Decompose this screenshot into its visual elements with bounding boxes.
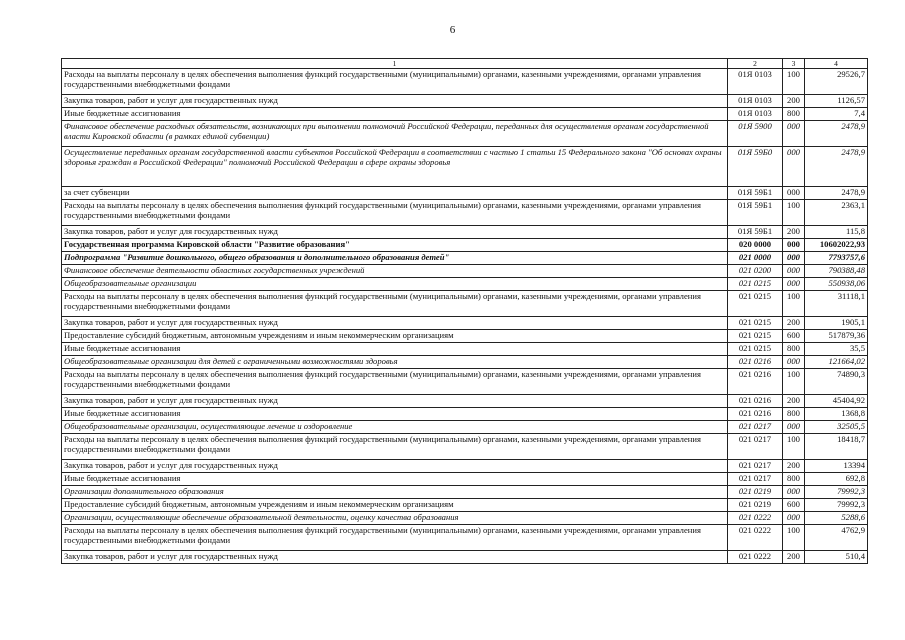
row-code-cell: 021 0215 (728, 317, 783, 330)
row-code-cell: 021 0222 (728, 525, 783, 551)
row-kind-cell: 600 (783, 499, 805, 512)
row-kind-cell: 000 (783, 147, 805, 187)
row-kind-cell: 800 (783, 343, 805, 356)
row-code-cell: 01Я 59Б0 (728, 147, 783, 187)
page-number: 6 (449, 24, 456, 36)
row-sum-cell: 79992,3 (805, 486, 868, 499)
row-code-cell: 021 0217 (728, 434, 783, 460)
table-row (62, 252, 868, 265)
row-sum-cell: 29526,7 (805, 69, 868, 95)
row-code-cell: 021 0222 (728, 512, 783, 525)
row-kind-cell: 200 (783, 95, 805, 108)
row-sum-cell: 790388,48 (805, 265, 868, 278)
table-row (62, 278, 868, 291)
row-kind-cell: 000 (783, 486, 805, 499)
row-name-cell: Расходы на выплаты персоналу в целях обеспечения выполнения функций государственными (муниципальными) органами, казенными учреждениями, органами управления государственными внебюджетными фондами (62, 291, 728, 317)
table-row (62, 239, 868, 252)
table-row (62, 187, 868, 200)
row-kind-cell: 800 (783, 108, 805, 121)
table-row (62, 265, 868, 278)
row-name-cell: Общеобразовательные организации (62, 278, 728, 291)
row-name-cell: Осуществление переданных органам государственной власти субъектов Российской Федерации в соответствии с частью 1 статьи 15 Федерального закона "Об основах охраны здоровья граждан в Российской Федерации" полномочий Российской Федерации в сфере охраны здоровья (62, 147, 728, 187)
row-kind-cell: 800 (783, 473, 805, 486)
row-code-cell: 01Я 59Б1 (728, 200, 783, 226)
row-name-cell: Подпрограмма "Развитие дошкольного, общего образования и дополнительного образования детей" (62, 252, 728, 265)
row-name-cell: Иные бюджетные ассигнования (62, 343, 728, 356)
table-row (62, 408, 868, 421)
budget-table-body (62, 59, 868, 564)
row-code-cell: 021 0216 (728, 395, 783, 408)
row-sum-cell: 1126,57 (805, 95, 868, 108)
row-name-cell: Предоставление субсидий бюджетным, автономным учреждениям и иным некоммерческим организациям (62, 499, 728, 512)
table-header-row (62, 59, 868, 69)
row-sum-cell: 5288,6 (805, 512, 868, 525)
row-kind-cell: 000 (783, 239, 805, 252)
row-name-cell: Расходы на выплаты персоналу в целях обеспечения выполнения функций государственными (муниципальными) органами, казенными учреждениями, органами управления государственными внебюджетными фондами (62, 369, 728, 395)
row-kind-cell: 200 (783, 317, 805, 330)
row-sum-cell: 32505,5 (805, 421, 868, 434)
table-row (62, 356, 868, 369)
row-code-cell: 01Я 0103 (728, 69, 783, 95)
row-kind-cell: 100 (783, 69, 805, 95)
row-name-cell: Закупка товаров, работ и услуг для государственных нужд (62, 395, 728, 408)
row-kind-cell: 000 (783, 187, 805, 200)
row-name-cell: Финансовое обеспечение деятельности областных государственных учреждений (62, 265, 728, 278)
table-row (62, 486, 868, 499)
row-name-cell: Закупка товаров, работ и услуг для государственных нужд (62, 551, 728, 564)
row-name-cell: Расходы на выплаты персоналу в целях обеспечения выполнения функций государственными (муниципальными) органами, казенными учреждениями, органами управления государственными внебюджетными фондами (62, 434, 728, 460)
row-code-cell: 021 0215 (728, 291, 783, 317)
table-row (62, 525, 868, 551)
table-row (62, 512, 868, 525)
row-code-cell: 01Я 59Б1 (728, 187, 783, 200)
row-sum-cell: 115,8 (805, 226, 868, 239)
row-sum-cell: 45404,92 (805, 395, 868, 408)
table-row (62, 473, 868, 486)
row-kind-cell: 600 (783, 330, 805, 343)
row-code-cell: 01Я 0103 (728, 95, 783, 108)
row-sum-cell: 10602022,93 (805, 239, 868, 252)
row-name-cell: Иные бюджетные ассигнования (62, 108, 728, 121)
header-col-3: 3 (783, 59, 805, 69)
row-sum-cell: 692,8 (805, 473, 868, 486)
row-kind-cell: 100 (783, 291, 805, 317)
table-row (62, 330, 868, 343)
row-name-cell: Финансовое обеспечение расходных обязательств, возникающих при выполнении полномочий Российской Федерации, переданных для осуществления органам государственной власти Кировской области (в рамках единой субвенции) (62, 121, 728, 147)
row-name-cell: Расходы на выплаты персоналу в целях обеспечения выполнения функций государственными (муниципальными) органами, казенными учреждениями, органами управления государственными внебюджетными фондами (62, 525, 728, 551)
row-sum-cell: 2478,9 (805, 187, 868, 200)
row-code-cell: 021 0216 (728, 356, 783, 369)
row-kind-cell: 200 (783, 460, 805, 473)
row-code-cell: 021 0219 (728, 499, 783, 512)
row-code-cell: 01Я 59Б1 (728, 226, 783, 239)
table-row (62, 369, 868, 395)
table-row (62, 95, 868, 108)
header-col-1: 1 (62, 59, 728, 69)
row-kind-cell: 100 (783, 525, 805, 551)
row-sum-cell: 7793757,6 (805, 252, 868, 265)
row-name-cell: Общеобразовательные организации для детей с ограниченными возможностями здоровья (62, 356, 728, 369)
budget-table (61, 58, 868, 564)
row-name-cell: Государственная программа Кировской области "Развитие образования" (62, 239, 728, 252)
row-code-cell: 021 0216 (728, 408, 783, 421)
table-row (62, 147, 868, 187)
row-name-cell: Иные бюджетные ассигнования (62, 408, 728, 421)
row-sum-cell: 7,4 (805, 108, 868, 121)
row-code-cell: 021 0215 (728, 278, 783, 291)
row-name-cell: Общеобразовательные организации, осуществляющие лечение и оздоровление (62, 421, 728, 434)
row-name-cell: Закупка товаров, работ и услуг для государственных нужд (62, 226, 728, 239)
row-sum-cell: 2363,1 (805, 200, 868, 226)
row-name-cell: Организации дополнительного образования (62, 486, 728, 499)
row-code-cell: 021 0216 (728, 369, 783, 395)
row-code-cell: 021 0222 (728, 551, 783, 564)
row-sum-cell: 2478,9 (805, 121, 868, 147)
row-code-cell: 021 0217 (728, 460, 783, 473)
header-col-4: 4 (805, 59, 868, 69)
row-name-cell: Расходы на выплаты персоналу в целях обеспечения выполнения функций государственными (муниципальными) органами, казенными учреждениями, органами управления государственными внебюджетными фондами (62, 200, 728, 226)
row-kind-cell: 100 (783, 369, 805, 395)
row-kind-cell: 000 (783, 512, 805, 525)
row-sum-cell: 13394 (805, 460, 868, 473)
row-name-cell: Организации, осуществляющие обеспечение образовательной деятельности, оценку качества образования (62, 512, 728, 525)
row-name-cell: Закупка товаров, работ и услуг для государственных нужд (62, 95, 728, 108)
row-sum-cell: 74890,3 (805, 369, 868, 395)
row-kind-cell: 100 (783, 434, 805, 460)
table-row (62, 460, 868, 473)
row-sum-cell: 18418,7 (805, 434, 868, 460)
row-name-cell: Расходы на выплаты персоналу в целях обеспечения выполнения функций государственными (муниципальными) органами, казенными учреждениями, органами управления государственными внебюджетными фондами (62, 69, 728, 95)
table-row (62, 108, 868, 121)
row-kind-cell: 000 (783, 356, 805, 369)
table-row (62, 421, 868, 434)
row-code-cell: 021 0215 (728, 330, 783, 343)
header-col-2: 2 (728, 59, 783, 69)
row-code-cell: 021 0219 (728, 486, 783, 499)
row-sum-cell: 510,4 (805, 551, 868, 564)
table-row (62, 200, 868, 226)
row-sum-cell: 2478,9 (805, 147, 868, 187)
row-name-cell: Закупка товаров, работ и услуг для государственных нужд (62, 317, 728, 330)
row-kind-cell: 000 (783, 121, 805, 147)
row-sum-cell: 31118,1 (805, 291, 868, 317)
table-row (62, 69, 868, 95)
table-row (62, 551, 868, 564)
row-kind-cell: 000 (783, 252, 805, 265)
table-row (62, 499, 868, 512)
row-kind-cell: 200 (783, 551, 805, 564)
row-kind-cell: 100 (783, 200, 805, 226)
row-code-cell: 021 0217 (728, 421, 783, 434)
row-name-cell: Иные бюджетные ассигнования (62, 473, 728, 486)
row-code-cell: 021 0217 (728, 473, 783, 486)
row-code-cell: 020 0000 (728, 239, 783, 252)
table-row (62, 291, 868, 317)
table-row (62, 226, 868, 239)
row-sum-cell: 550938,06 (805, 278, 868, 291)
row-kind-cell: 000 (783, 278, 805, 291)
table-row (62, 343, 868, 356)
row-code-cell: 01Я 0103 (728, 108, 783, 121)
row-kind-cell: 800 (783, 408, 805, 421)
row-sum-cell: 517879,36 (805, 330, 868, 343)
table-row (62, 121, 868, 147)
row-kind-cell: 200 (783, 395, 805, 408)
row-name-cell: Предоставление субсидий бюджетным, автономным учреждениям и иным некоммерческим организациям (62, 330, 728, 343)
row-code-cell: 021 0200 (728, 265, 783, 278)
row-kind-cell: 000 (783, 421, 805, 434)
row-sum-cell: 121664,02 (805, 356, 868, 369)
table-row (62, 317, 868, 330)
row-name-cell: за счет субвенции (62, 187, 728, 200)
row-code-cell: 01Я 5900 (728, 121, 783, 147)
row-sum-cell: 79992,3 (805, 499, 868, 512)
row-code-cell: 021 0000 (728, 252, 783, 265)
row-sum-cell: 1905,1 (805, 317, 868, 330)
row-kind-cell: 000 (783, 265, 805, 278)
row-kind-cell: 200 (783, 226, 805, 239)
row-sum-cell: 35,5 (805, 343, 868, 356)
row-name-cell: Закупка товаров, работ и услуг для государственных нужд (62, 460, 728, 473)
table-row (62, 395, 868, 408)
row-sum-cell: 1368,8 (805, 408, 868, 421)
table-row (62, 434, 868, 460)
row-code-cell: 021 0215 (728, 343, 783, 356)
row-sum-cell: 4762,9 (805, 525, 868, 551)
